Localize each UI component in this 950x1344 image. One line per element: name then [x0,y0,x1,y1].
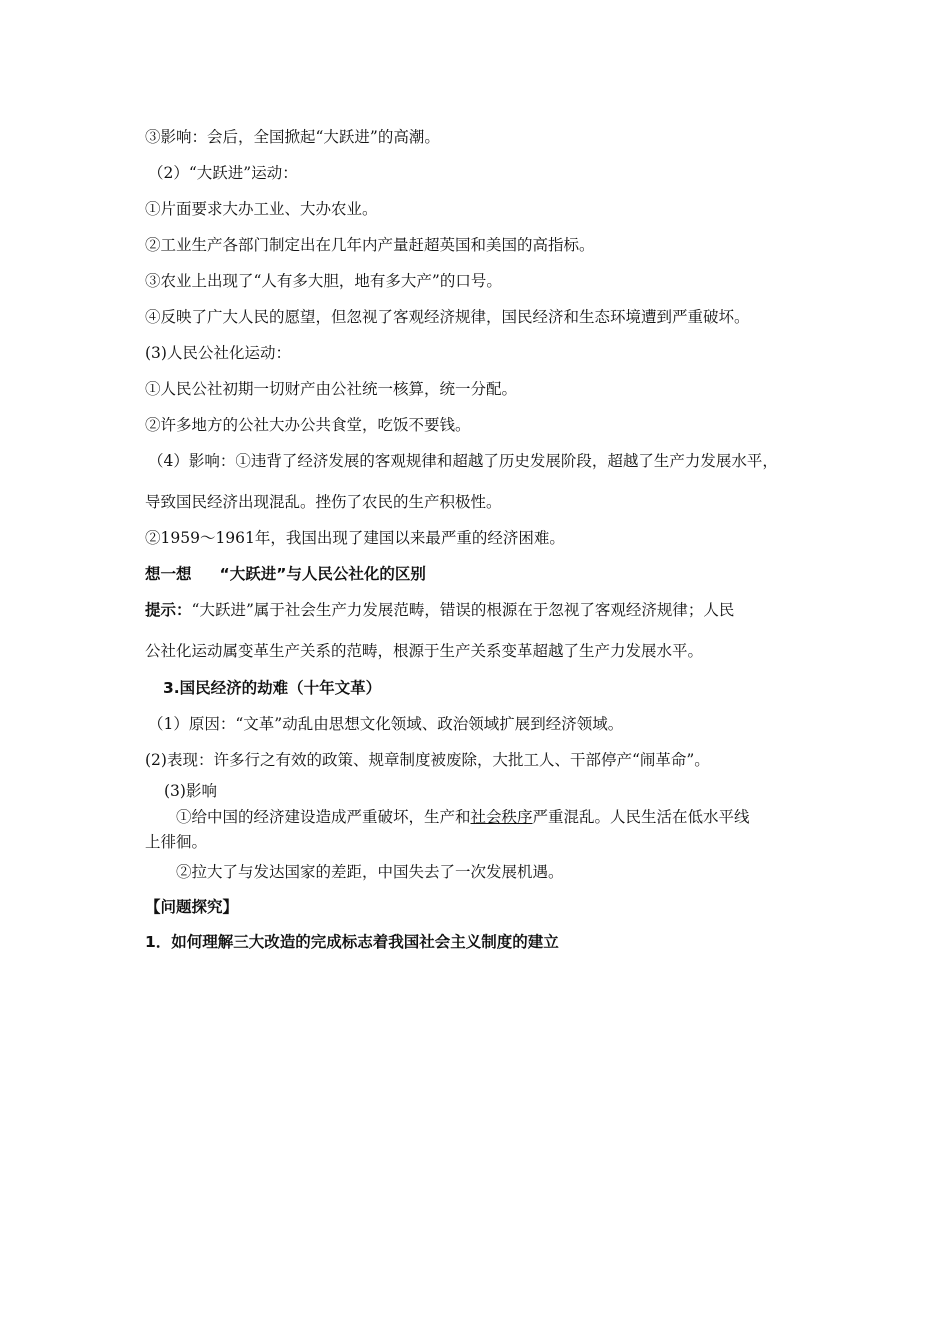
inquiry-heading: 【问题探究】 [145,898,239,916]
text-line: 上徘徊。 [145,833,208,851]
hint-line [145,600,825,620]
text-line: ②许多地方的公社大办公共食堂，吃饭不要钱。 [145,416,471,434]
underlined-term: 社会秩序 [470,808,533,826]
text-line: 导致国民经济出现混乱。挫伤了农民的生产积极性。 [145,493,502,511]
impact-line [176,807,856,827]
text-line: ③影响：会后，全国掀起“大跃进”的高潮。 [145,128,440,146]
question-line: 1．如何理解三大改造的完成标志着我国社会主义制度的建立 [145,933,559,951]
impact-text: 严重混乱。人民生活在低水平线 [532,808,750,826]
text-line: (3)影响 [164,782,217,800]
hint-label: 提示： [145,601,192,619]
text-line: ②工业生产各部门制定出在几年内产量赶超英国和美国的高指标。 [145,236,595,254]
text-line: ①片面要求大办工业、大办农业。 [145,200,378,218]
text-line: (3)人民公社化运动： [145,344,291,362]
think-label: 想一想 [145,565,192,583]
impact-text: ①给中国的经济建设造成严重破坏，生产和 [176,808,471,826]
text-line: ③农业上出现了“人有多大胆，地有多大产”的口号。 [145,272,502,290]
think-title: “大跃进”与人民公社化的区别 [219,565,426,583]
text-line: ②拉大了与发达国家的差距，中国失去了一次发展机遇。 [176,863,564,881]
hint-line-2: 公社化运动属变革生产关系的范畴，根源于生产关系变革超越了生产力发展水平。 [145,642,704,660]
think-heading [145,564,825,584]
section-heading: 3.国民经济的劫难（十年文革） [163,679,382,697]
text-line: （1）原因：“文革”动乱由思想文化领域、政治领域扩展到经济领域。 [148,715,624,733]
text-line: （2）“大跃进”运动： [148,164,298,182]
text-line: ①人民公社初期一切财产由公社统一核算，统一分配。 [145,380,518,398]
text-line: ④反映了广大人民的愿望，但忽视了客观经济规律，国民经济和生态环境遭到严重破坏。 [145,308,750,326]
text-line: ②1959～1961年，我国出现了建国以来最严重的经济困难。 [145,529,565,547]
text-line: （4）影响：①违背了经济发展的客观规律和超越了历史发展阶段，超越了生产力发展水平， [148,452,778,470]
text-line: (2)表现：许多行之有效的政策、规章制度被废除，大批工人、干部停产“闹革命”。 [145,751,710,769]
hint-text: “大跃进”属于社会生产力发展范畴，错误的根源在于忽视了客观经济规律；人民 [191,601,735,619]
